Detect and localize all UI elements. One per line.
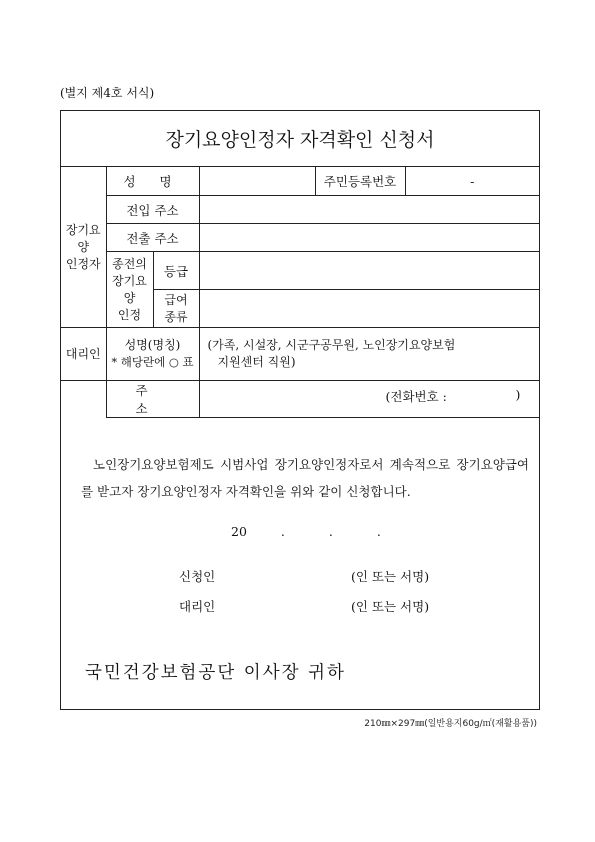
name-field[interactable] xyxy=(199,167,315,196)
agent-address-field[interactable] xyxy=(199,381,539,418)
paper-spec-footer: 210㎜×297㎜(일반용지60g/㎡(재활용품)) xyxy=(364,719,537,729)
application-date[interactable]: 20 . . . xyxy=(231,524,381,539)
form-title: 장기요양인정자 자격확인 신청서 xyxy=(61,111,539,167)
agent-signature-field[interactable]: (인 또는 서명) xyxy=(351,599,430,614)
applicant-signature-field[interactable]: (인 또는 서명) xyxy=(351,569,430,584)
agent-name-label: 성명(명칭) * 해당란에 ○ 표 xyxy=(106,328,199,381)
grade-field[interactable] xyxy=(199,252,539,290)
form-table xyxy=(61,166,539,418)
move-in-address-label: 전입 주소 xyxy=(106,196,199,224)
application-statement: 노인장기요양보험제도 시범사업 장기요양인정자로서 계속적으로 장기요양급여를 받고자 장기요양인정자 자격확인을 위와 같이 신청합니다. xyxy=(81,457,529,499)
move-out-address-label: 전출 주소 xyxy=(106,224,199,252)
rrn-label: 주민등록번호 xyxy=(315,167,405,196)
applicant-signature-label: 신청인 xyxy=(179,569,216,584)
previous-certification-label: 종전의 장기요양 인정 xyxy=(106,252,153,328)
agent-relation-options[interactable]: (가족, 시설장, 시군구공무원, 노인장기요양보험 지원센터 직원) xyxy=(199,328,539,381)
phone-label: (전화번호 : xyxy=(385,389,447,404)
benefit-type-label: 급여 종류 xyxy=(153,290,199,328)
benefit-type-field[interactable] xyxy=(199,290,539,328)
agent-signature-label: 대리인 xyxy=(179,599,216,614)
name-label: 성 명 xyxy=(106,167,199,196)
move-out-address-field[interactable] xyxy=(199,224,539,252)
move-in-address-field[interactable] xyxy=(199,196,539,224)
rrn-field[interactable]: - xyxy=(405,167,539,196)
application-form xyxy=(60,110,540,710)
form-number-label: (별지 제4호 서식) xyxy=(60,86,155,100)
agent-address-label: 주 소 xyxy=(106,381,199,418)
grade-label: 등급 xyxy=(153,252,199,290)
phone-close: ) xyxy=(515,387,521,402)
applicant-section-label: 장기요양 인정자 xyxy=(61,167,106,328)
recipient: 국민건강보험공단 이사장 귀하 xyxy=(85,663,346,683)
agent-section-label: 대리인 xyxy=(61,328,106,381)
